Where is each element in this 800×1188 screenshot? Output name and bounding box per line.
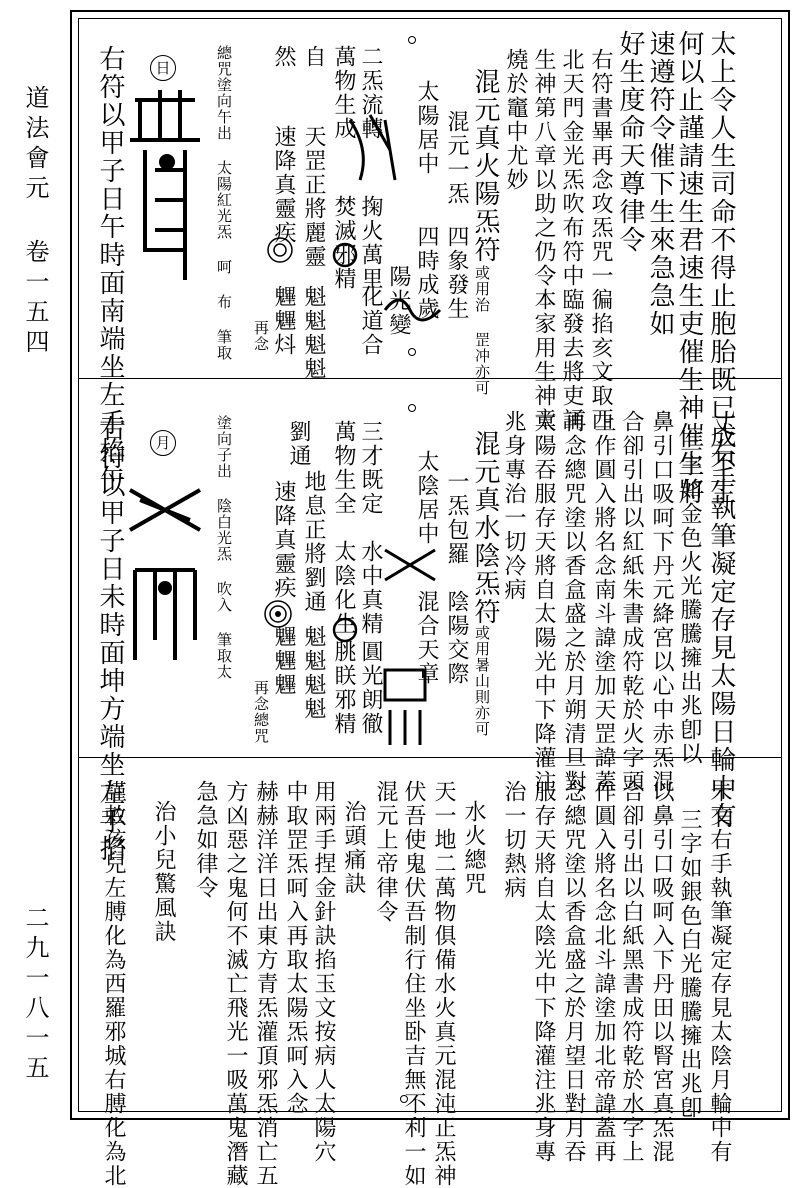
s2-verse-1a: 一炁包羅 [444, 470, 469, 566]
s3-line-14: 用兩手捏金針訣掐玉文按病人太陽穴 [311, 780, 336, 1164]
s2-stem-glyph [375, 660, 435, 750]
s3-line-3: 以鼻引口吸呵入下丹田以腎宮真炁混 [649, 780, 674, 1164]
moon-talisman-glyph [120, 470, 210, 670]
s2-line-5: 上作圓入將名念南斗諱塗加天罡諱蓋 [591, 410, 616, 794]
s1-verse-2b: 四時成歲 [414, 225, 439, 321]
s1-swirl-glyph [380, 290, 450, 330]
s1-verse-4b: 焚滅邪精 [331, 195, 356, 291]
s3-line-17: 方凶惡之鬼何不滅亡飛光一吸萬鬼潛藏 [223, 780, 248, 1188]
s2-small-note: 塗向子出 陰白光炁 吹入 筆取太 [215, 415, 233, 680]
s1-talisman-note: 或用治 罡冲亦可 [473, 265, 491, 396]
s3-line-20: 謹敕孩兒左膊化為西羅邪城右膊化為北 [101, 780, 126, 1188]
s3-line-5: 作圓入將名念北斗諱塗加北帝諱蓋再 [591, 780, 616, 1164]
s2-verse-6b: 速降真靈疾 [271, 480, 296, 600]
s1-line-8: 燒於竈中尤妙 [503, 48, 528, 192]
s1-ring-icon [330, 240, 360, 270]
s1-line-1: 太上令人生司命不得止胞胎既已成不生 [706, 30, 736, 506]
s1-verse-1b: 四象發生 [444, 225, 469, 321]
s1-verse-3c: 化道合 [358, 285, 383, 357]
s2-verse-6c: 魓魓魓 [271, 625, 296, 697]
moon-circle-label: 月 [150, 430, 176, 456]
s2-line-1: 丈右手執筆凝定存見太陽日輪中有 [706, 410, 736, 830]
s1-line-5: 右符書畢再念攻炁咒一徧掐亥文取西 [588, 48, 613, 432]
book-title: 道法會元 卷一五四 [21, 85, 49, 359]
s2-verse-2b: 混合天章 [414, 590, 439, 686]
s2-instruction: 右符以甲子日未時面坤方端坐左手掐 [95, 415, 125, 863]
s2-verse-4b: 太陰化生 [331, 540, 356, 636]
s2-verse-5a: 劉通 [286, 420, 311, 468]
s3-line-1: 未文右手執筆凝定存見太陰月輪中有 [707, 780, 732, 1164]
s1-line-6: 北天門金光炁吹布符中臨發去將吏誦 [559, 48, 584, 432]
s2-kui-chars: 魁魁魁魁 [301, 625, 326, 721]
s2-talisman-note: 或用暑山則亦可 [473, 625, 491, 737]
s1-verse-3a: 二炁流轉 [358, 45, 383, 141]
s1-verse-2a: 太陽居中 [414, 80, 439, 176]
s2-seal-icon [262, 598, 294, 630]
s2-verse-2a: 太陰居中 [414, 450, 439, 546]
s2-dot-1 [408, 404, 416, 412]
s1-general-name: 天罡正將麗靈 [301, 125, 326, 269]
s2-line-7: 太陽吞服存天將自太陽光中下降灌注 [531, 410, 556, 794]
s3-heading-3: 治小兒驚風訣 [151, 800, 176, 944]
s2-water-glyph [380, 540, 440, 590]
s3-line-7: 服存天將自太陰光中下降灌注兆身專 [531, 780, 556, 1164]
s2-verse-3b: 水中真精 [358, 540, 383, 636]
s1-line-2: 何以止謹請速生君速生吏催生神催生將 [674, 30, 704, 506]
s1-kui-chars: 魁魁魁魁 [301, 285, 326, 381]
s3-line-8: 治一切熱病 [501, 780, 526, 900]
s3-line-15: 中取罡炁呵入再取太陽炁呵入念 [283, 780, 308, 1116]
s1-verse-6c: 魓魓炓 [271, 285, 296, 357]
s1-verse-2c: 陽光變 [386, 265, 411, 337]
s1-talisman-title: 混元真火陽炁符 [470, 68, 500, 264]
sun-circle-label: 日 [150, 55, 176, 81]
page-number: 二九一八一五 [21, 905, 49, 1085]
s2-verse-1b: 陰陽交際 [444, 590, 469, 686]
s2-talisman-title: 混元真水陰炁符 [470, 430, 500, 626]
s2-line-6: 再念總咒塗以香盒盛之於月朔清旦對 [561, 410, 586, 794]
s2-line-2: 三字如金色火光騰騰擁出兆卽以 [677, 430, 702, 766]
s2-general-name: 地息正將劉通 [301, 470, 326, 614]
s2-line-3: 鼻引口吸呵下丹元絳宮以心中赤炁混 [649, 410, 674, 794]
s1-verse-6b: 速降真靈疾 [271, 125, 296, 245]
s1-line-4: 好生度命天尊律令 [615, 30, 645, 254]
s3-line-10: 天一地二萬物俱備水火真元混沌正炁神 [431, 780, 456, 1188]
s3-heading-1: 水火總咒 [461, 800, 486, 896]
s1-verse-5a: 自 [301, 45, 326, 69]
s1-verse-1a: 混元一炁 [444, 110, 469, 206]
s1-line-3: 速遵符令催下生來急急如 [645, 30, 675, 338]
s1-verse-3b: 掬火萬里 [358, 195, 383, 291]
s1-verse-4a: 萬物生成 [331, 45, 356, 141]
s1-verse-6d: 再念 [252, 320, 270, 352]
s1-verse-6a: 然 [271, 45, 296, 69]
s3-line-18: 急急如律令 [193, 780, 218, 900]
s1-dot-2 [408, 348, 416, 356]
s1-seal-icon [265, 235, 295, 265]
s1-dot-1 [408, 36, 416, 44]
s1-fire-glyph [340, 110, 400, 190]
s3-line-6: 念總咒塗以香盒盛之於月望日對月吞 [561, 780, 586, 1164]
s2-verse-4a: 萬物生全 [331, 420, 356, 516]
s3-line-12: 混元上帝律令 [373, 780, 398, 924]
s2-ring-icon [330, 615, 360, 645]
s3-line-4: 合卻引出以白紙黑書成符乾於水字上 [619, 780, 644, 1164]
s1-line-7: 生神第八章以助之仍令本家用生神章 [531, 48, 556, 432]
s1-small-note: 總咒塗向午出 太陽紅光炁 呵 布 筆取 [215, 45, 233, 361]
sun-talisman-glyph [125, 80, 205, 290]
s2-verse-6d: 再念總咒 [252, 680, 270, 744]
s2-verse-3a: 三才既定 [358, 420, 383, 516]
s2-line-4: 合卻引出以紅紙朱書成符乾於火字頭 [619, 410, 644, 794]
s3-line-11: 伏吾使鬼伏吾制行住坐卧吉無不利一如 [401, 780, 426, 1188]
s2-line-8: 兆身專治一切冷病 [501, 410, 526, 602]
s1-instruction: 右符以甲子日午時面南端坐左手掐午 [95, 45, 125, 493]
s3-heading-2: 治頭痛訣 [341, 800, 366, 896]
s2-verse-3c: 圓光朗徹 [358, 640, 383, 736]
s3-line-2: 三字如銀色白光騰騰擁出兆卽 [677, 808, 702, 1120]
s2-verse-4c: 朓眹邪精 [331, 640, 356, 736]
s3-line-16: 赫赫洋洋日出東方青炁灌頂邪炁消亡五 [253, 780, 278, 1188]
